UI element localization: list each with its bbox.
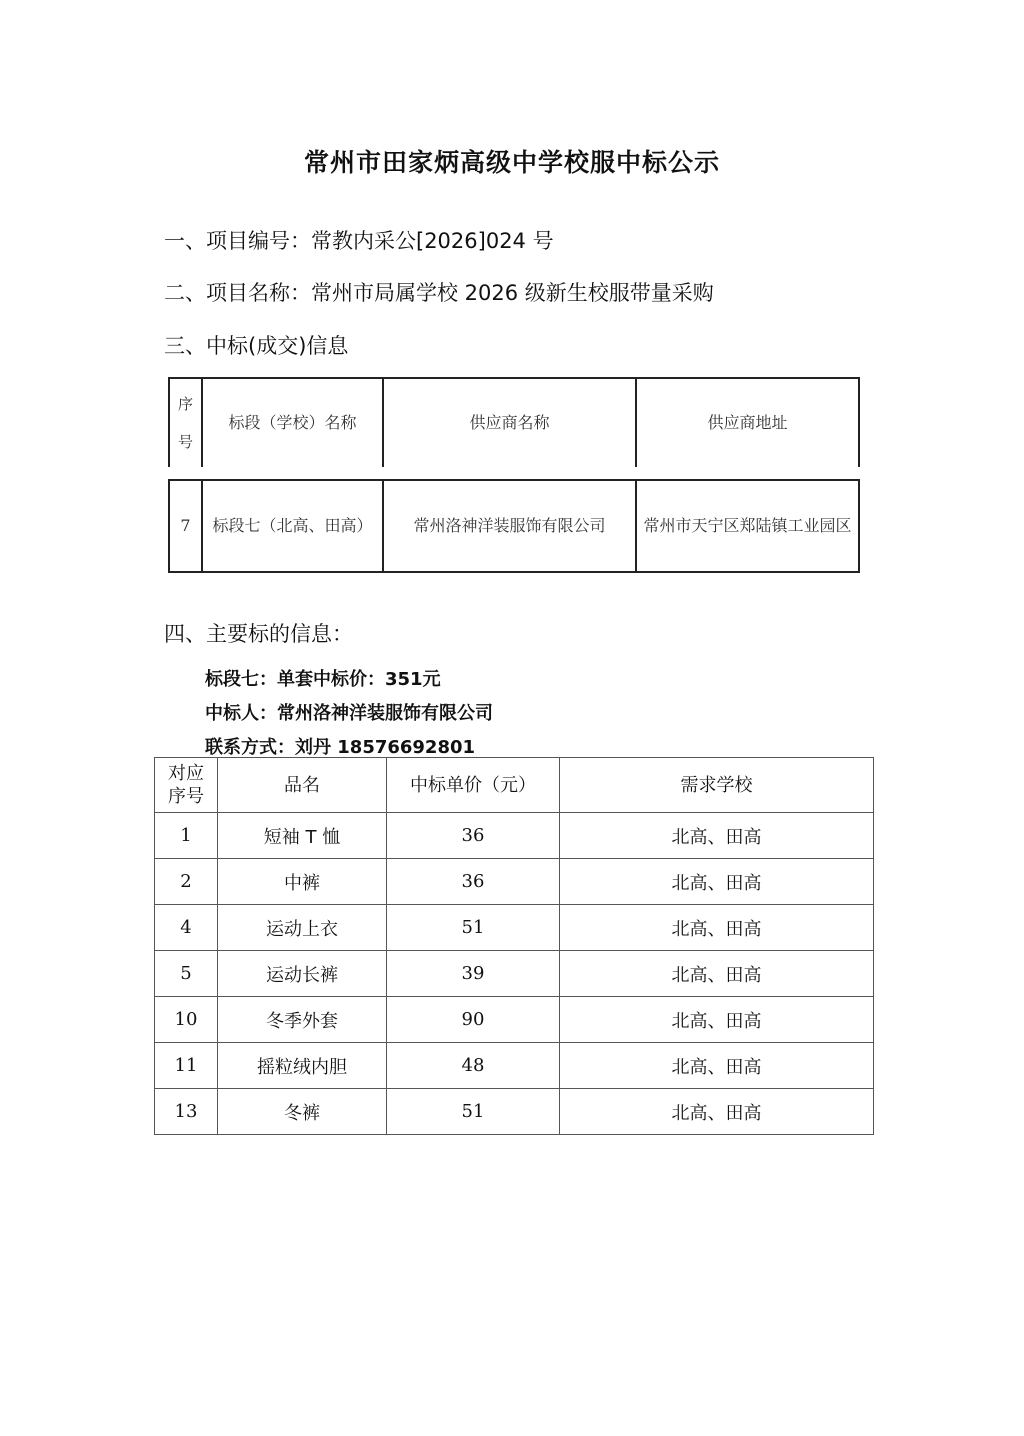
winning-bidder: 中标人：常州洛神洋装服饰有限公司 (205, 703, 493, 724)
item-serial: 13 (155, 1089, 218, 1135)
award-supplier: 常州洛神洋装服饰有限公司 (383, 480, 636, 572)
item-school: 北高、田高 (560, 951, 874, 997)
project-number: 一、项目编号：常教内采公[2026]024 号 (164, 229, 554, 253)
item-school: 北高、田高 (560, 1043, 874, 1089)
header-supplier-name: 供应商名称 (383, 378, 636, 467)
table-row (169, 480, 859, 572)
award-info-heading: 三、中标(成交)信息 (164, 334, 349, 358)
item-name: 冬季外套 (218, 997, 387, 1043)
item-serial: 11 (155, 1043, 218, 1089)
table-row (155, 997, 874, 1043)
item-school: 北高、田高 (560, 813, 874, 859)
item-serial: 5 (155, 951, 218, 997)
award-address: 常州市天宁区郑陆镇工业园区 (636, 480, 859, 572)
header-serial: 序号 (169, 378, 202, 467)
header-supplier-address: 供应商地址 (636, 378, 859, 467)
document-title: 常州市田家炳高级中学校服中标公示 (303, 148, 720, 177)
table-row (155, 1043, 874, 1089)
item-name: 中裤 (218, 859, 387, 905)
table-row (155, 951, 874, 997)
items-table-header (155, 758, 874, 813)
header-school: 需求学校 (560, 758, 874, 813)
item-name: 摇粒绒内胆 (218, 1043, 387, 1089)
item-serial: 2 (155, 859, 218, 905)
items-table (154, 757, 874, 1135)
header-item-serial: 对应序号 (155, 758, 218, 813)
award-section: 标段七（北高、田高） (202, 480, 383, 572)
table-row (155, 859, 874, 905)
item-price: 39 (387, 951, 560, 997)
table-row (155, 813, 874, 859)
item-price: 51 (387, 905, 560, 951)
item-school: 北高、田高 (560, 997, 874, 1043)
item-name: 冬裤 (218, 1089, 387, 1135)
item-price: 36 (387, 813, 560, 859)
award-serial: 7 (169, 480, 202, 572)
item-serial: 1 (155, 813, 218, 859)
contact-info: 联系方式：刘丹 18576692801 (205, 737, 476, 758)
item-price: 48 (387, 1043, 560, 1089)
item-price: 36 (387, 859, 560, 905)
item-name: 运动上衣 (218, 905, 387, 951)
item-school: 北高、田高 (560, 905, 874, 951)
project-name: 二、项目名称：常州市局属学校 2026 级新生校服带量采购 (164, 281, 714, 305)
item-school: 北高、田高 (560, 859, 874, 905)
table-row (155, 905, 874, 951)
award-table-body (168, 479, 860, 573)
unit-set-price: 标段七：单套中标价：351元 (205, 669, 441, 690)
main-items-heading: 四、主要标的信息： (164, 622, 353, 646)
header-item-name: 品名 (218, 758, 387, 813)
item-name: 短袖 T 恤 (218, 813, 387, 859)
header-section-name: 标段（学校）名称 (202, 378, 383, 467)
item-serial: 10 (155, 997, 218, 1043)
item-school: 北高、田高 (560, 1089, 874, 1135)
item-serial: 4 (155, 905, 218, 951)
award-table-header (168, 377, 860, 467)
item-price: 51 (387, 1089, 560, 1135)
table-row (155, 1089, 874, 1135)
item-price: 90 (387, 997, 560, 1043)
header-unit-price: 中标单价（元） (387, 758, 560, 813)
item-name: 运动长裤 (218, 951, 387, 997)
